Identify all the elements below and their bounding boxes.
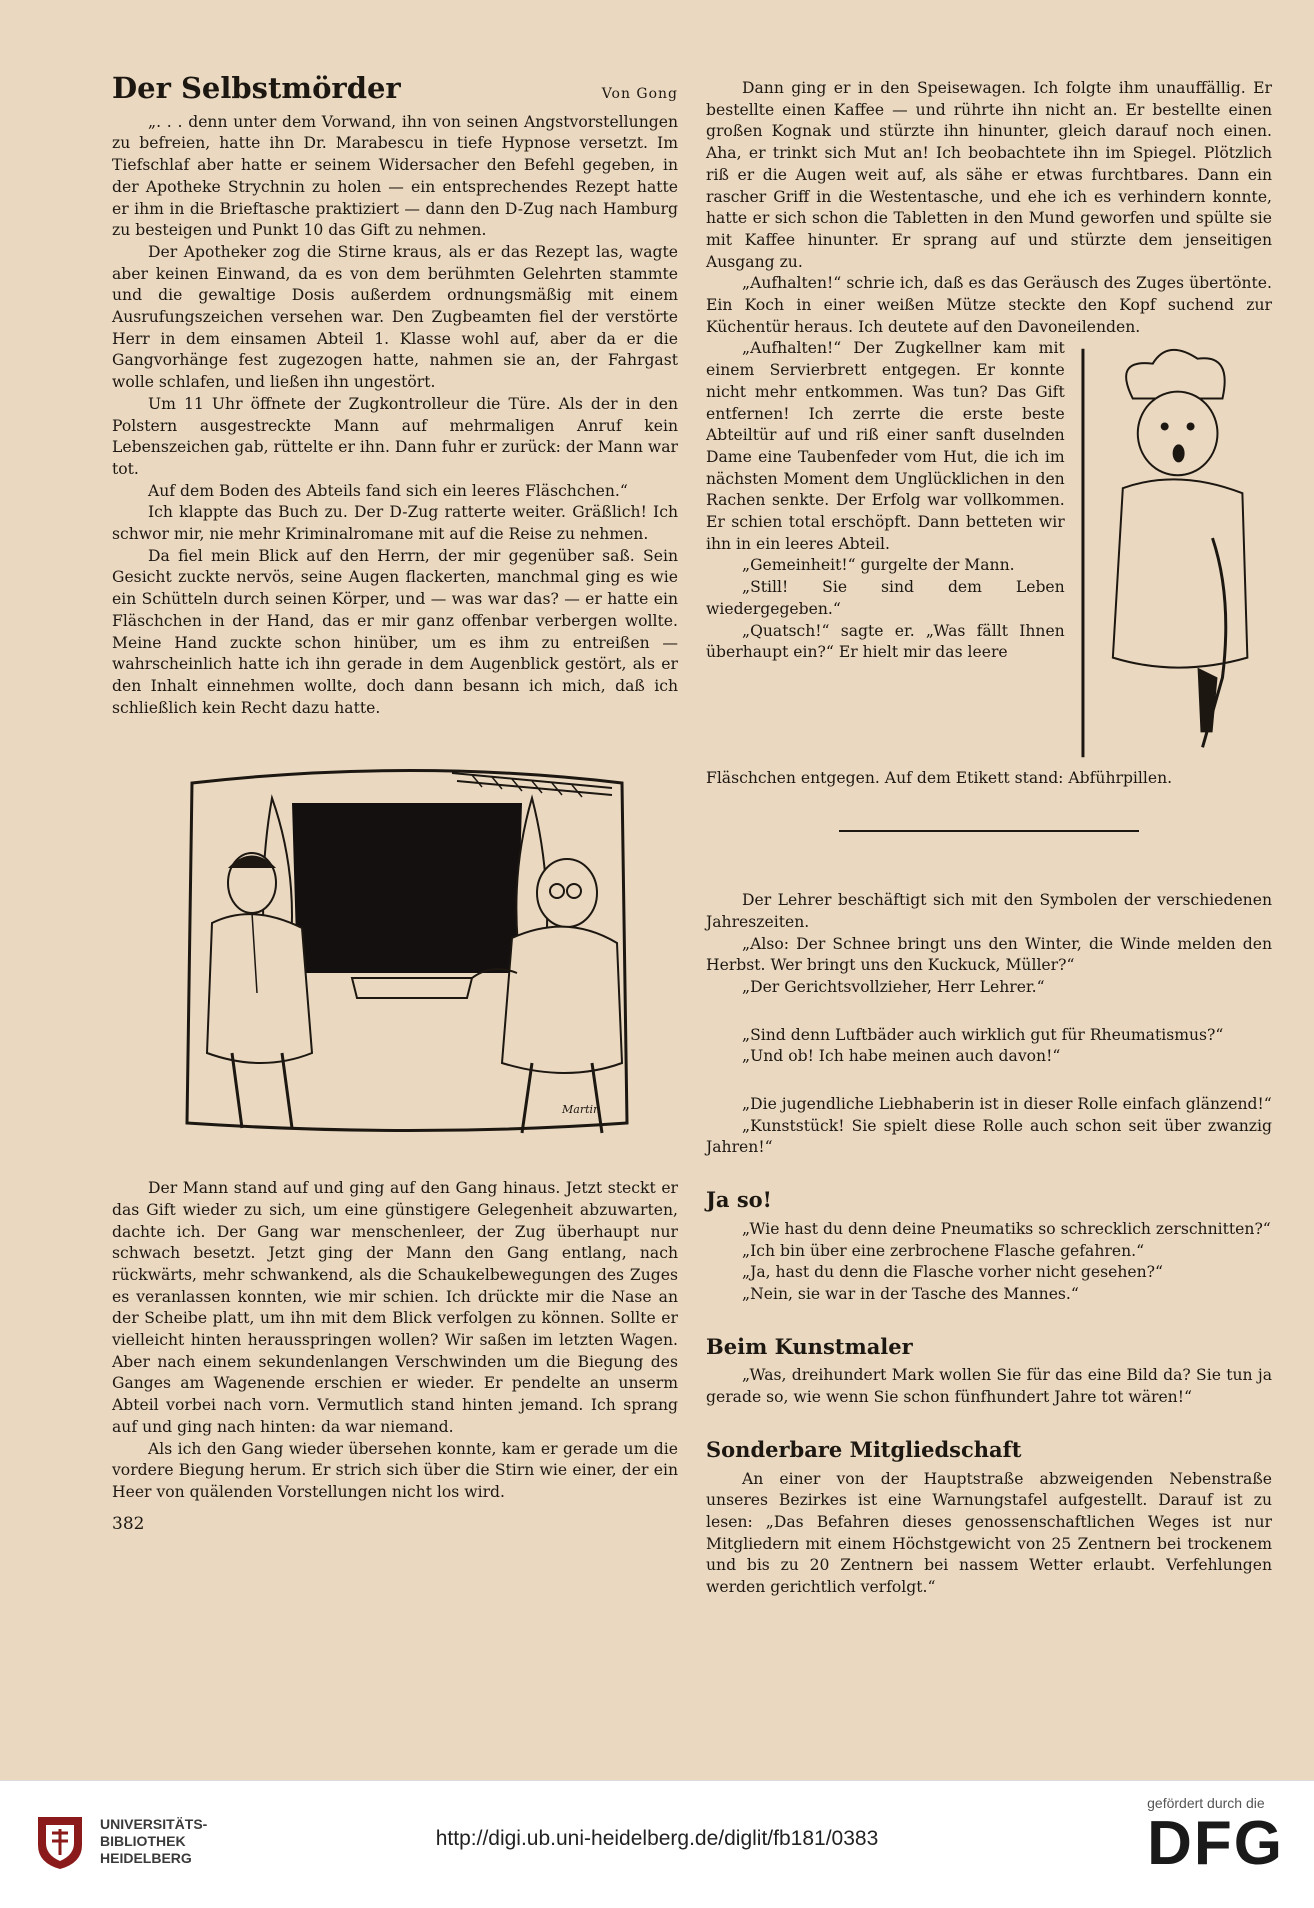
section-line: „Was, dreihundert Mark wollen Sie für das eine Bild da? Sie tun ja gerade so, wie wenn Sie schon fünfhundert Jahre tot wären!“ — [706, 1366, 1272, 1407]
story-paragraph: „Still! Sie sind dem Leben wiedergegeben.“ — [706, 578, 1065, 618]
joke-line: „Der Gerichtsvollzieher, Herr Lehrer.“ — [742, 977, 1045, 996]
wrapped-text — [706, 338, 1065, 768]
joke-line: Der Lehrer beschäftigt sich mit den Symbolen der verschiedenen Jahreszeiten. — [706, 891, 1272, 931]
story-paragraph: „Aufhalten!“ schrie ich, daß es das Geräusch des Zuges übertönte. Ein Koch in einer weißen Mütze steckte den Kopf suchend zur Küchentür heraus. Ich deutete auf den Davoneilenden. — [706, 274, 1272, 336]
library-name-line: BIBLIOTHEK — [100, 1832, 186, 1849]
story-paragraph: Um 11 Uhr öffnete der Zugkontrolleur die Türe. Als der in den Polstern ausgestreckte Mann auf mehrmaligen Anruf kein Lebenszeichen gab, rüttelte er ihn. Dann fuhr er zurück: der Mann war tot. — [112, 394, 678, 478]
joke-block — [706, 1025, 1272, 1068]
illustration-signature: Martin — [562, 1103, 601, 1117]
article-byline: Von Gong — [601, 86, 678, 102]
story-paragraph: „Aufhalten!“ Der Zugkellner kam mit einem Servierbrett entgegen. Er konnte nicht mehr entkommen. Was tun? Das Gift entfernen! Ich zerrte die erste beste Abteiltür auf und riß einer sanft duselnden Dame eine Taubenfeder vom Hut, die ich im nächsten Moment dem Unglücklichen in den Rachen senkte. Der Erfolg war vollkommen. Er schien total erschöpft. Dann betteten wir ihn in ein leeres Abteil. — [706, 339, 1065, 553]
dfg-wordmark: DFG — [1147, 1809, 1284, 1878]
story-paragraph: Als ich den Gang wieder übersehen konnte, kam er gerade um die vordere Biegung herum. Er strich sich über die Stirn wie einer, der ein Heer von quälenden Vorstellungen nicht los wird. — [112, 1439, 678, 1501]
story-paragraph: Ich klappte das Buch zu. Der D-Zug ratterte weiter. Gräßlich! Ich schwor mir, nie mehr Kriminalromane mit auf die Reise zu nehmen. — [112, 503, 678, 544]
footer-bar — [0, 1780, 1314, 1908]
text-with-chef-illustration — [706, 338, 1272, 768]
joke-line: „Also: Der Schnee bringt uns den Winter, die Winde melden den Herbst. Wer bringt uns den Kuckuck, Müller?“ — [706, 934, 1272, 975]
left-column — [112, 71, 678, 1535]
library-name-line: UNIVERSITÄTS- — [100, 1815, 208, 1832]
joke-block — [706, 890, 1272, 999]
section-line: „Ja, hast du denn die Flasche vorher nicht gesehen?“ — [742, 1263, 1164, 1282]
story-paragraph: „. . . denn unter dem Vorwand, ihn von seinen Angstvorstellungen zu befreien, hatte ihn Dr. Marabescu in tiefe Hypnose versetzt. Im Tiefschlaf aber hatte er seinem Widersacher den Befehl gegeben, in der Apotheke Strychnin zu holen — ein entsprechendes Rezept hatte er ihm in die Brieftasche praktiziert — dann den D-Zug nach Hamburg zu besteigen und Punkt 10 das Gift zu nehmen. — [112, 112, 678, 240]
joke-line: „Sind denn Luftbäder auch wirklich gut für Rheumatismus?“ — [742, 1025, 1224, 1044]
library-name-line: HEIDELBERG — [100, 1849, 192, 1866]
train-compartment-illustration — [172, 763, 642, 1143]
joke-line: „Kunststück! Sie spielt diese Rolle auch schon seit über zwanzig Jahren!“ — [706, 1116, 1272, 1157]
joke-block — [706, 1094, 1272, 1159]
section-divider — [839, 830, 1139, 832]
joke-line: „Und ob! Ich habe meinen auch davon!“ — [742, 1047, 1061, 1066]
section-heading: Sonderbare Mitgliedschaft — [706, 1436, 1022, 1462]
story-paragraph: Der Mann stand auf und ging auf den Gang hinaus. Jetzt steckt er das Gift wieder zu sich, um eine günstigere Gelegenheit abzuwarten, dachte ich. Der Gang war menschenleer, der Zug überhaupt nur schwach besetzt. Jetzt ging der Mann den Gang entlang, nach rückwärts, mehr schwankend, als die Schaukelbewegungen des Zuges es veranlassen konnten, wie mir schien. Ich drückte mir die Nase an der Scheibe platt, um ihn mit dem Blick verfolgen zu können. Sollte er vielleicht hinten herausspringen wollen? Wir saßen im letzten Wagen. Aber nach einem sekundenlangen Verschwinden um die Biegung des Ganges am Wagenende erschien er wieder. Er pendelte an unserm Abteil vorbei nach vorn. Vermutlich stand hinten jemand. Ich sprang auf und ging nach hinten: da war niemand. — [112, 1179, 678, 1436]
dfg-logo[interactable] — [1147, 1795, 1284, 1877]
section-line: „Nein, sie war in der Tasche des Mannes.“ — [742, 1284, 1079, 1303]
story-paragraph: Da fiel mein Blick auf den Herrn, der mir gegenüber saß. Sein Gesicht zuckte nervös, seine Augen flackerten, manchmal ging es wie ein Schütteln durch seinen Körper, und — was war das? — er hatte ein Fläschchen in der Hand, das er mir ganz offenbar verbergen wollte. Meine Hand zuckte schon hinüber, um es ihm zu entreißen — wahrscheinlich hatte ich ihn gerade in dem Augenblick gestört, als er den Inhalt einnehmen wollte, doch dann besann ich mich, daß ich schließlich kein Recht dazu hatte. — [112, 546, 678, 717]
chef-illustration — [1073, 338, 1272, 768]
story-paragraph: Fläschchen entgegen. Auf dem Etikett stand: Abführpillen. — [706, 769, 1173, 788]
article-header — [112, 71, 678, 106]
right-column — [706, 78, 1272, 1599]
section-line: An einer von der Hauptstraße abzweigenden Nebenstraße unseres Bezirkes ist eine Warnungstafel aufgestellt. Darauf ist zu lesen: „Das Befahren dieses genossenschaftlichen Weges ist nur Mitgliedern mit einem Höchstgewicht von 25 Zentnern bei trockenem und bis zu 20 Zentnern bei nassem Wetter erlaubt. Verfehlungen werden gerichtlich verfolgt.“ — [706, 1469, 1272, 1597]
page-number: 382 — [112, 1513, 145, 1534]
story-paragraph: Der Apotheker zog die Stirne kraus, als er das Rezept las, wagte aber keinen Einwand, da es von dem berühmten Gelehrten stammte und die gewaltige Dosis außerdem ordnungsmäßig mit einem Ausrufungszeichen versehen war. Den Zugbeamten fiel der verstörte Herr in dem einsamen Abteil 1. Klasse wohl auf, aber da er die Gangvorhänge fest zugezogen hatte, nahmen sie an, der Fahrgast wolle schlafen, und ließen ihn ungestört. — [112, 242, 678, 392]
funding-label: gefördert durch die — [1147, 1795, 1265, 1811]
section-heading: Beim Kunstmaler — [706, 1333, 913, 1359]
joke-line: „Die jugendliche Liebhaberin ist in dieser Rolle einfach glänzend!“ — [742, 1095, 1272, 1114]
story-paragraph: „Gemeinheit!“ gurgelte der Mann. — [742, 556, 1015, 575]
story-paragraph: Auf dem Boden des Abteils fand sich ein leeres Fläschchen.“ — [148, 481, 628, 500]
section-line: „Ich bin über eine zerbrochene Flasche gefahren.“ — [742, 1241, 1145, 1260]
permalink-url[interactable]: http://digi.ub.uni-heidelberg.de/diglit/fb181/0383 — [435, 1827, 879, 1850]
section-heading: Ja so! — [706, 1187, 772, 1213]
story-paragraph: „Quatsch!“ sagte er. „Was fällt Ihnen überhaupt ein?“ Er hielt mir das leere — [706, 621, 1065, 662]
section-line: „Wie hast du denn deine Pneumatiks so schrecklich zerschnitten?“ — [742, 1219, 1271, 1238]
story-paragraph: Dann ging er in den Speisewagen. Ich folgte ihm unauffällig. Er bestellte einen Kaffee — und rührte ihn nicht an. Er bestellte einen großen Kognak und stürzte ihn hinunter, gleich darauf noch einen. Aha, er trinkt sich Mut an! Ich beobachtete ihn im Spiegel. Plötzlich riß er die Augen weit auf, als sähe er etwas furchtbares. Dann ein rascher Griff in die Westentasche, und ehe ich es verhindern konnte, hatte er sich schon die Tabletten in den Mund geworfen und spülte sie mit Kaffee hinunter. Er sprang auf und stürzte dem jenseitigen Ausgang zu. — [706, 79, 1272, 271]
article-title: Der Selbstmörder — [112, 71, 401, 105]
